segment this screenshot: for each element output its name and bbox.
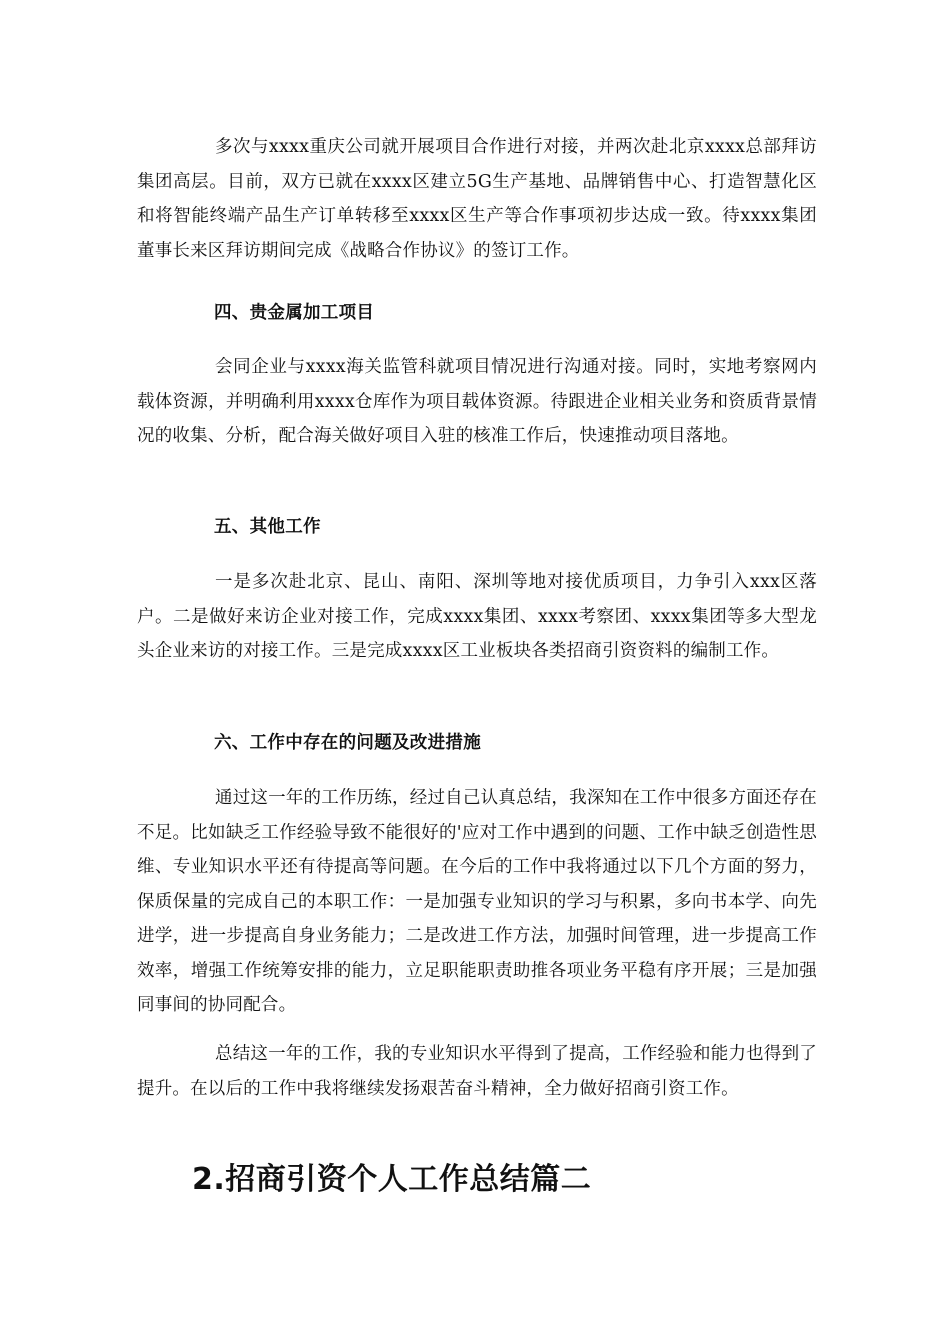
paragraph-precious-metal-project: 会同企业与xxxx海关监管科就项目情况进行沟通对接。同时，实地考察网内载体资源，并明确利用xxxx仓库作为项目载体资源。待跟进企业相关业务和资质背景情况的收集、分析，配合海关做好项目入驻的核准工作后，快速推动项目落地。	[137, 357, 817, 446]
paragraph-problems-improvements: 通过这一年的工作历练，经过自己认真总结，我深知在工作中很多方面还存在不足。比如缺乏工作经验导致不能很好的'应对工作中遇到的问题、工作中缺乏创造性思维、专业知识水平还有待提高等问题。在今后的工作中我将通过以下几个方面的努力，保质保量的完成自己的本职工作：一是加强专业知识的学习与积累，多向书本学、向先进学，进一步提高自身业务能力；二是改进工作方法，加强时间管理，进一步提高工作效率，增强工作统筹安排的能力，立足职能职责助推各项业务平稳有序开展；三是加强同事间的协同配合。	[137, 788, 817, 1015]
paragraph-summary: 总结这一年的工作，我的专业知识水平得到了提高，工作经验和能力也得到了提升。在以后的工作中我将继续发扬艰苦奋斗精神，全力做好招商引资工作。	[137, 1044, 817, 1099]
section-title: 2.招商引资个人工作总结篇二	[192, 1162, 592, 1197]
heading-precious-metal-project: 四、贵金属加工项目	[214, 303, 375, 323]
paragraph-other-work: 一是多次赴北京、昆山、南阳、深圳等地对接优质项目，力争引入xxx区落户。二是做好来访企业对接工作，完成xxxx集团、xxxx考察团、xxxx集团等多大型龙头企业来访的对接工作。三是完成xxxx区工业板块各类招商引资资料的编制工作。	[137, 572, 817, 661]
heading-problems-improvements: 六、工作中存在的问题及改进措施	[214, 733, 481, 753]
paragraph-cooperation: 多次与xxxx重庆公司就开展项目合作进行对接，并两次赴北京xxxx总部拜访集团高层。目前，双方已就在xxxx区建立5G生产基地、品牌销售中心、打造智慧化区和将智能终端产品生产订单转移至xxxx区生产等合作事项初步达成一致。待xxxx集团董事长来区拜访期间完成《战略合作协议》的签订工作。	[137, 137, 817, 261]
heading-other-work: 五、其他工作	[214, 517, 321, 537]
